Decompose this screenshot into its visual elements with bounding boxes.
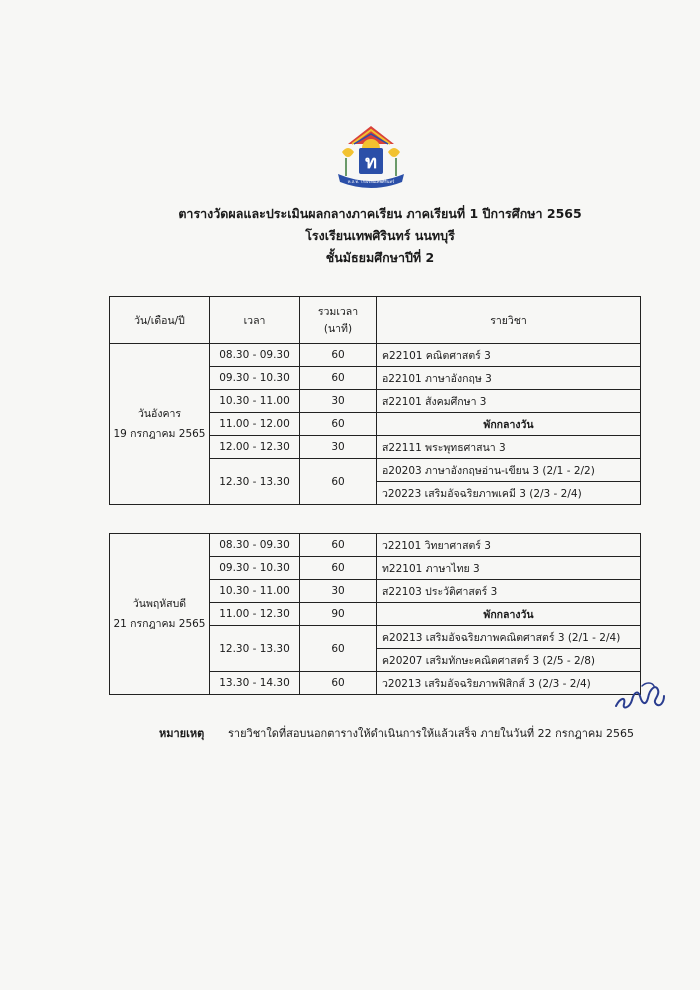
subject-cell: ค22101 คณิตศาสตร์ 3 [377, 344, 641, 367]
time-cell: 11.00 - 12.30 [210, 603, 300, 626]
time-cell: 09.30 - 10.30 [210, 367, 300, 390]
header-total-line1: รวมเวลา [317, 306, 359, 318]
minutes-cell: 30 [300, 580, 377, 603]
note-text: รายวิชาใดที่สอบนอกตารางให้ดำเนินการให้แล้วเสร็จ ภายในวันที่ 22 กรกฎาคม 2565 [228, 727, 635, 740]
subject-cell: ท22101 ภาษาไทย 3 [377, 557, 641, 580]
time-cell: 09.30 - 10.30 [210, 557, 300, 580]
minutes-cell: 60 [300, 344, 377, 367]
school-logo [332, 122, 410, 192]
exam-schedule-table-day1 [109, 296, 641, 505]
exam-date: 19 กรกฎาคม 2565 [113, 428, 206, 440]
school-name: โรงเรียนเทพศิรินทร์ นนทบุรี [305, 228, 455, 243]
weekday: วันอังคาร [137, 408, 182, 420]
day-cell [110, 534, 210, 695]
minutes-cell: 60 [300, 413, 377, 436]
exam-date: 21 กรกฎาคม 2565 [113, 618, 206, 630]
header-total-line2: (นาที) [323, 323, 353, 335]
subject-cell: ค20213 เสริมอัจฉริยภาพคณิตศาสตร์ 3 (2/1 - 2/4) [377, 626, 641, 649]
subject-cell: ว22101 วิทยาศาสตร์ 3 [377, 534, 641, 557]
minutes-cell: 60 [300, 534, 377, 557]
document-title: ตารางวัดผลและประเมินผลกลางภาคเรียน ภาคเรียนที่ 1 ปีการศึกษา 2565 [178, 206, 582, 221]
svg-text:ท.ส.ท. โรงเรียนเทพศิรินทร์: ท.ส.ท. โรงเรียนเทพศิรินทร์ [347, 179, 395, 184]
time-cell: 11.00 - 12.00 [210, 413, 300, 436]
subject-cell: ส22103 ประวัติศาสตร์ 3 [377, 580, 641, 603]
subject-cell: ส22111 พระพุทธศาสนา 3 [377, 436, 641, 459]
day-cell [110, 344, 210, 505]
time-cell: 12.30 - 13.30 [210, 459, 300, 505]
time-cell: 10.30 - 11.00 [210, 390, 300, 413]
time-cell: 12.30 - 13.30 [210, 626, 300, 672]
table-header-row [110, 297, 641, 344]
minutes-cell: 60 [300, 367, 377, 390]
grade-level: ชั้นมัธยมศึกษาปีที่ 2 [325, 250, 435, 265]
weekday: วันพฤหัสบดี [132, 598, 187, 610]
signature [612, 678, 668, 712]
minutes-cell: 30 [300, 390, 377, 413]
header-subject: รายวิชา [377, 297, 641, 344]
subject-cell: อ22101 ภาษาอังกฤษ 3 [377, 367, 641, 390]
time-cell: 08.30 - 09.30 [210, 534, 300, 557]
svg-text:ท: ท [365, 152, 377, 173]
subject-cell: ค20207 เสริมทักษะคณิตศาสตร์ 3 (2/5 - 2/8) [377, 649, 641, 672]
lunch-break-cell: พักกลางวัน [377, 413, 641, 436]
note-label: หมายเหตุ [159, 727, 205, 740]
exam-schedule-table-day2 [109, 533, 641, 695]
subject-cell: ว20213 เสริมอัจฉริยภาพฟิสิกส์ 3 (2/3 - 2/4) [377, 672, 641, 695]
table-row [110, 534, 641, 557]
subject-cell: อ20203 ภาษาอังกฤษอ่าน-เขียน 3 (2/1 - 2/2) [377, 459, 641, 482]
header-total-minutes [300, 297, 377, 344]
time-cell: 13.30 - 14.30 [210, 672, 300, 695]
time-cell: 10.30 - 11.00 [210, 580, 300, 603]
minutes-cell: 60 [300, 626, 377, 672]
minutes-cell: 60 [300, 557, 377, 580]
header-time: เวลา [210, 297, 300, 344]
subject-cell: ส22101 สังคมศึกษา 3 [377, 390, 641, 413]
minutes-cell: 30 [300, 436, 377, 459]
minutes-cell: 90 [300, 603, 377, 626]
minutes-cell: 60 [300, 672, 377, 695]
minutes-cell: 60 [300, 459, 377, 505]
time-cell: 12.00 - 12.30 [210, 436, 300, 459]
subject-cell: ว20223 เสริมอัจฉริยภาพเคมี 3 (2/3 - 2/4) [377, 482, 641, 505]
lunch-break-cell: พักกลางวัน [377, 603, 641, 626]
time-cell: 08.30 - 09.30 [210, 344, 300, 367]
header-date: วัน/เดือน/ปี [110, 297, 210, 344]
table-row [110, 344, 641, 367]
